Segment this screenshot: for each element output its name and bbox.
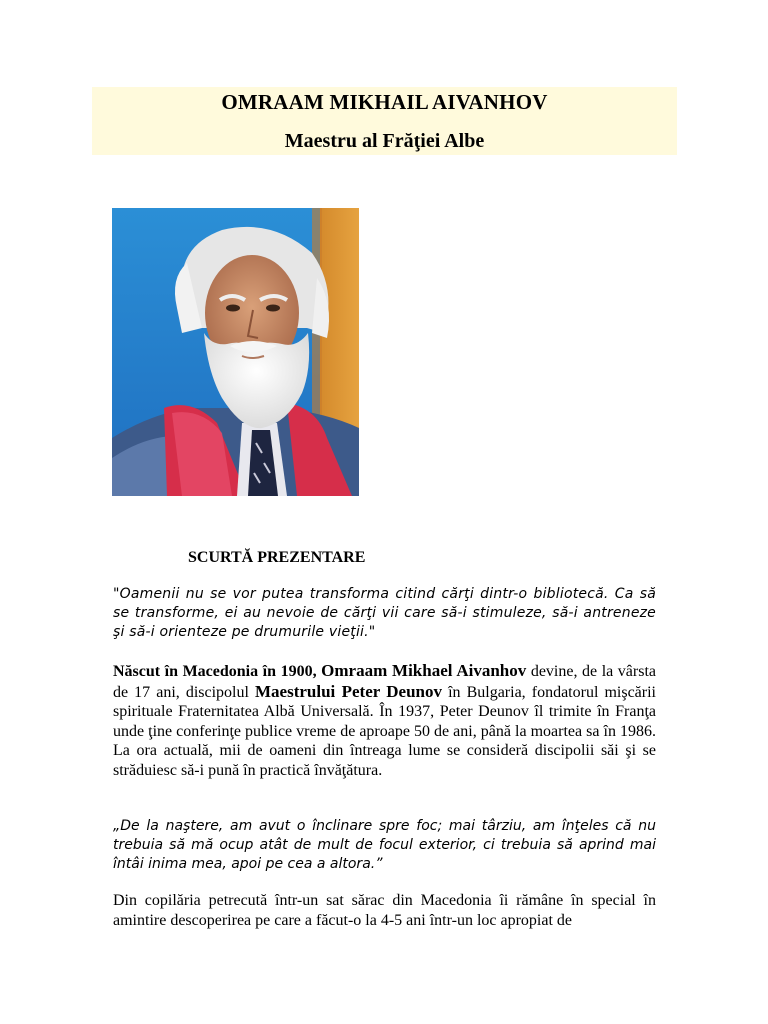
title-banner xyxy=(92,87,677,155)
bio-name: Omraam Mikhael Aivanhov xyxy=(321,661,527,680)
quote-fire: „De la naştere, am avut o înclinare spre foc; mai târziu, am înţeles că nu trebuia să mă ocup atât de mult de focul exterior, ci trebuia să aprind mai întâi inima mea, apoi pe cea a altora.” xyxy=(113,818,656,872)
bio-master: Maestrului Peter Deunov xyxy=(255,681,443,701)
childhood-text: Din copilăria petrecută într-un sat sărac din Macedonia îi rămâne în special în amintire descoperirea pe care a făcut-o la 4-5 ani într-un loc apropiat de xyxy=(113,892,656,929)
biography-paragraph xyxy=(113,661,656,781)
section-heading: SCURTĂ PREZENTARE xyxy=(188,549,366,566)
childhood-paragraph xyxy=(113,891,656,931)
bio-text-2: devine, de la vârsta de 17 ani, discipolul xyxy=(113,663,656,701)
bio-text-1: Născut în Macedonia în 1900, xyxy=(113,663,322,680)
portrait-photo xyxy=(112,208,359,496)
page-subtitle: Maestru al Frăţiei Albe xyxy=(284,130,485,152)
quote-books: "Oamenii nu se vor putea transforma citind cărţi dintr-o bibliotecă. Ca să se transforme, ei au nevoie de cărţi vii care să-i stimuleze, să-i antreneze şi să-i orienteze pe drumurile vieţii." xyxy=(113,586,656,640)
page-title: OMRAAM MIKHAIL AIVANHOV xyxy=(221,90,548,114)
bio-text-3: în Bulgaria, fondatorul mişcării spirituale Fraternitatea Albă Universală. În 1937, Peter Deunov îl trimite în Franţa unde ţine conferinţe publice vreme de aproape 50 de ani, până la moartea sa în 1986. La ora actuală, mii de oameni din întreaga lume se consideră discipolii săi şi se străduiesc să-i pună în practică învăţătura. xyxy=(113,683,656,779)
